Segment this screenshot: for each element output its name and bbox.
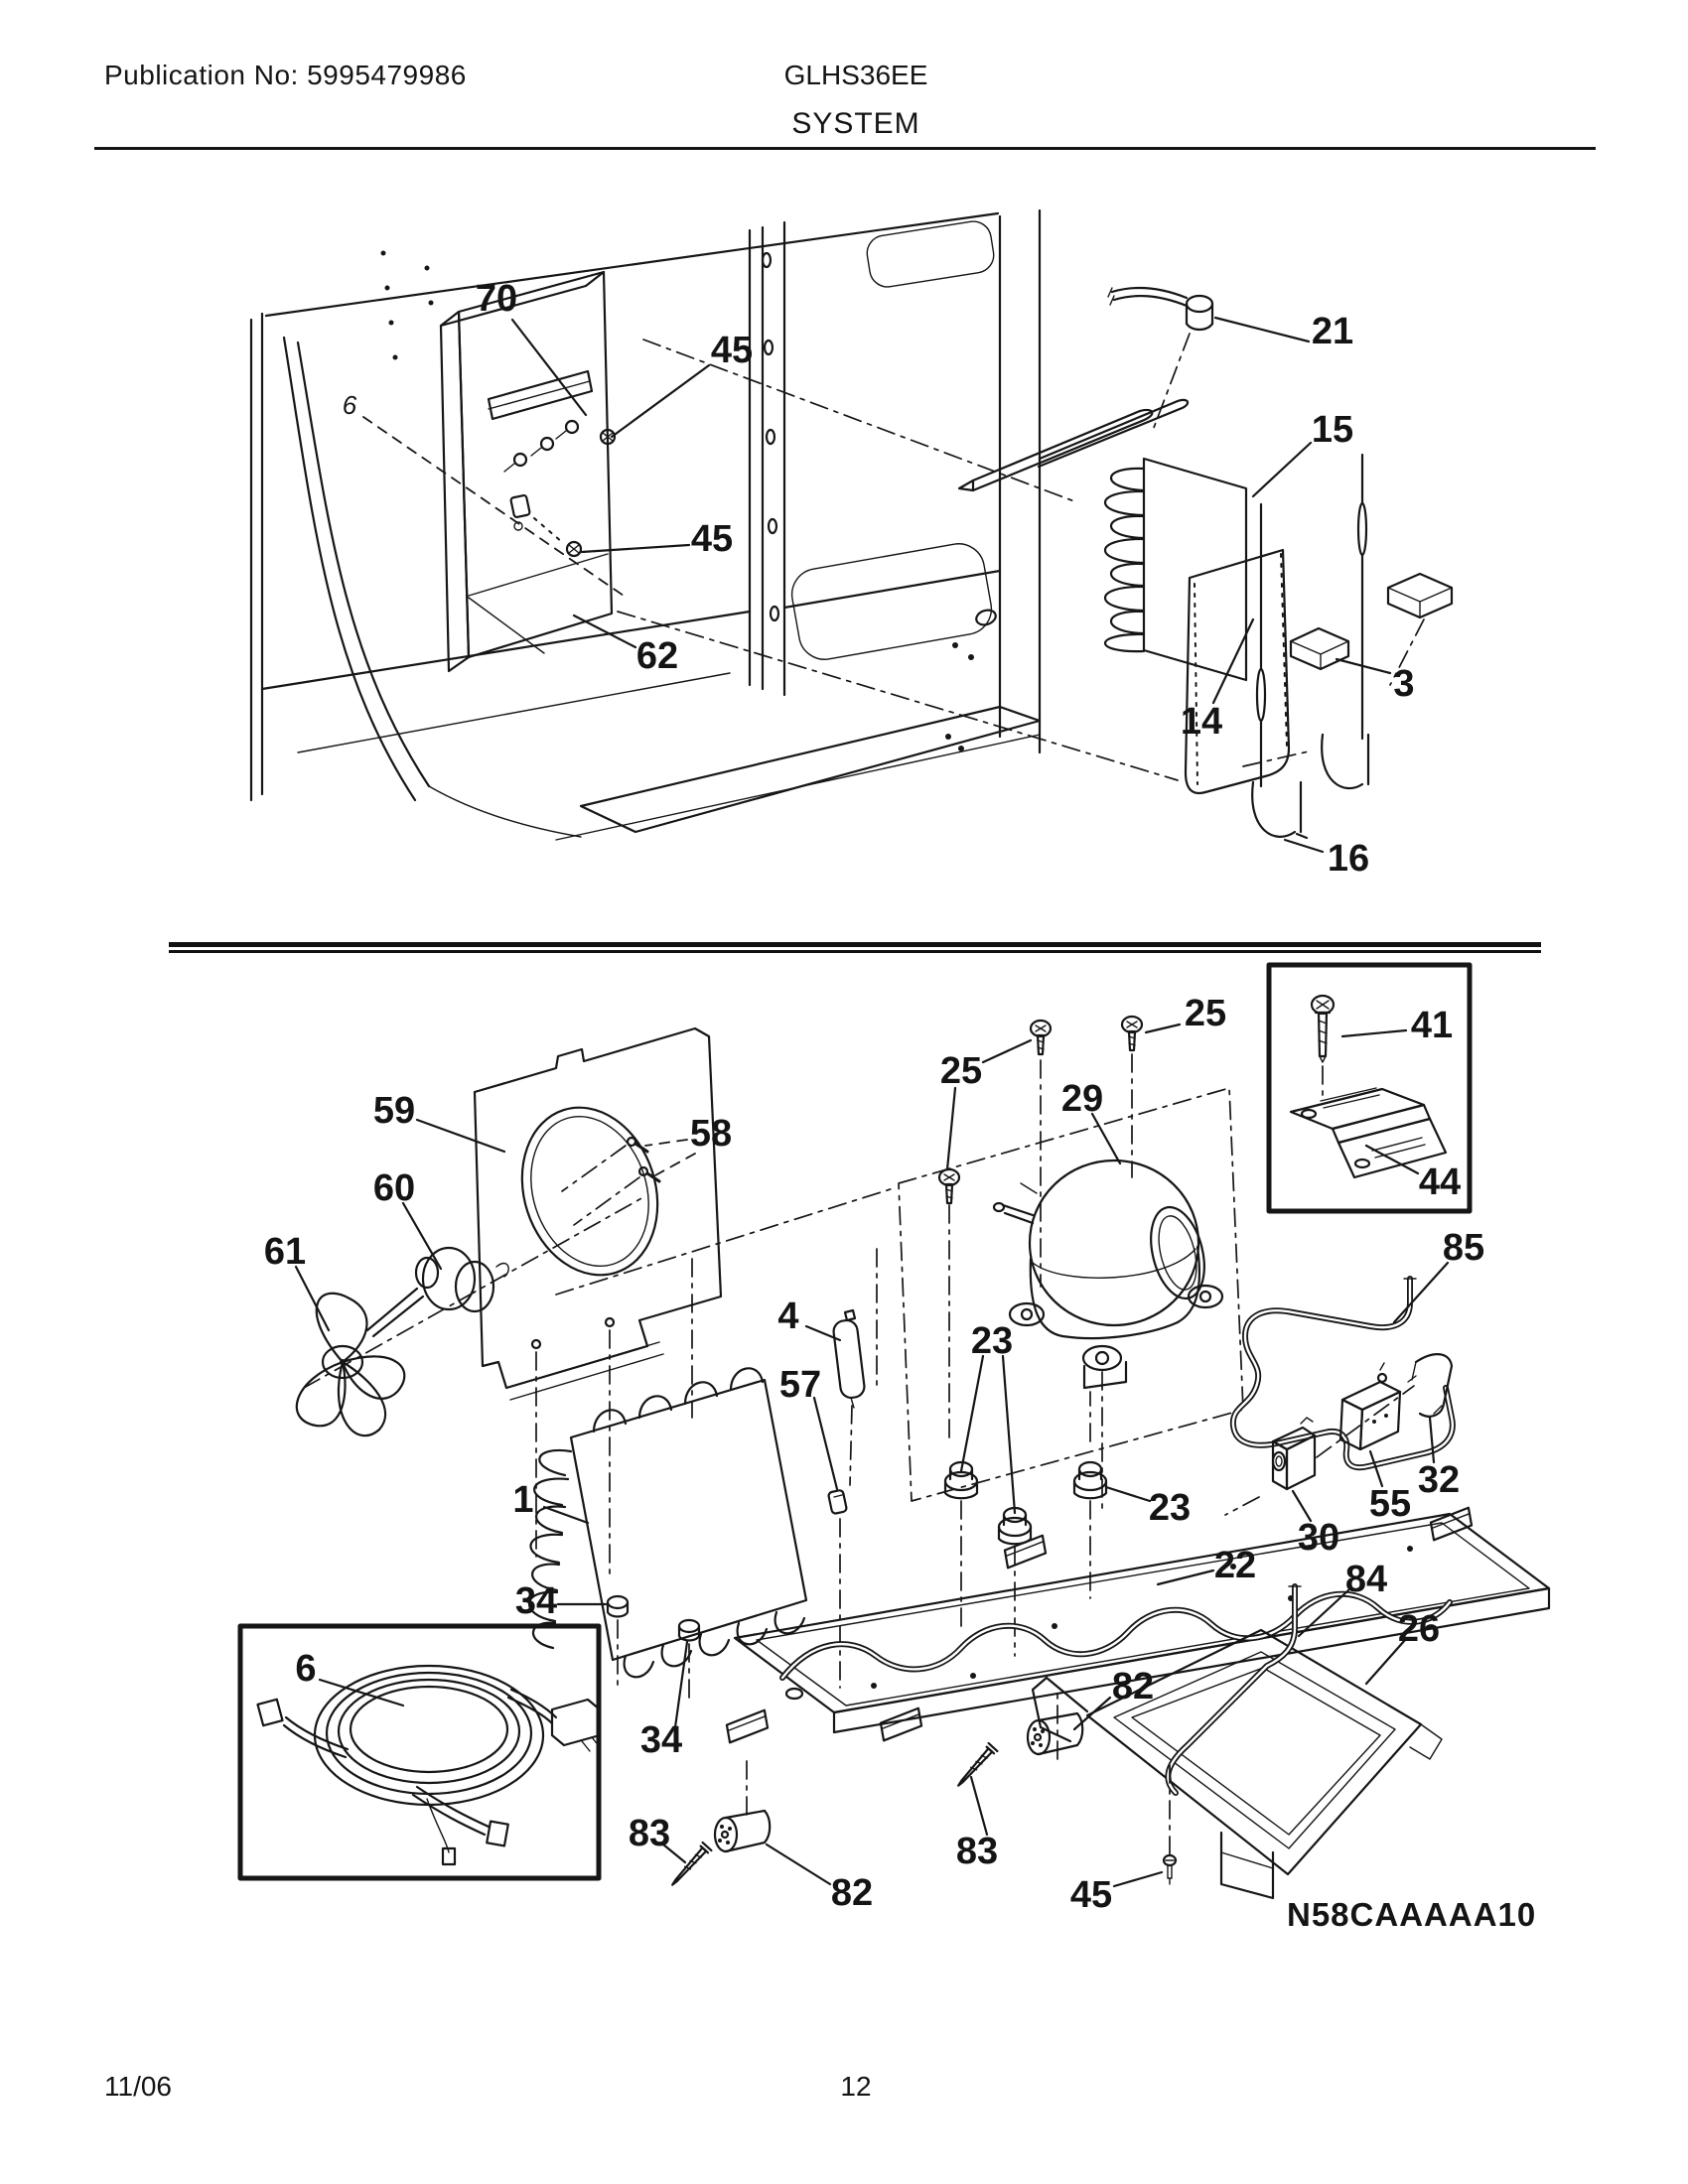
part-callout-14: 14 — [1180, 701, 1223, 743]
footer-page-number: 12 — [840, 2071, 872, 2102]
roller-82 — [715, 1811, 770, 1851]
fan-assembly-drawing — [297, 1028, 721, 1578]
part-callout-23: 23 — [970, 1320, 1014, 1362]
part-callout-29: 29 — [1060, 1078, 1104, 1120]
drain-pan-drawing — [1033, 1586, 1442, 1898]
evaporator-cover-drawing — [441, 272, 615, 671]
model-number: GLHS36EE — [783, 60, 928, 90]
part-callout-70: 70 — [475, 278, 518, 320]
part-callout-34: 34 — [639, 1719, 683, 1761]
leader-line — [1074, 1698, 1110, 1729]
part-callout-34: 34 — [514, 1580, 558, 1622]
part-callout-21: 21 — [1311, 311, 1354, 352]
leader-line — [675, 1642, 687, 1727]
screw-25 — [1031, 1021, 1051, 1054]
leader-line — [512, 320, 586, 415]
defrost-thermostat — [1108, 288, 1212, 330]
pan-bracket — [1004, 1536, 1048, 1569]
screw-45-lower — [567, 542, 581, 556]
part-callout-45: 45 — [710, 330, 754, 371]
part-callout-1: 1 — [512, 1479, 534, 1521]
part-callout-41: 41 — [1410, 1005, 1454, 1046]
page-title: SYSTEM — [791, 107, 920, 140]
evaporator-coil-drawing — [959, 288, 1246, 680]
screw-45-bottom — [1164, 1855, 1176, 1884]
leader-line — [417, 1120, 504, 1152]
screw-83 — [668, 1843, 712, 1889]
part-callout-83: 83 — [955, 1831, 999, 1872]
part-callout-30: 30 — [1297, 1517, 1340, 1559]
leader-line — [296, 1267, 329, 1330]
leader-line — [582, 545, 689, 552]
leader-line — [983, 1040, 1031, 1062]
leader-line — [1158, 1570, 1213, 1584]
leader-line — [1430, 1418, 1434, 1462]
leader-line — [971, 1777, 987, 1835]
part-callout-62: 62 — [635, 635, 679, 677]
pan-bracket — [726, 1710, 770, 1743]
leader-line — [1342, 1030, 1406, 1036]
part-callout-32: 32 — [1417, 1459, 1461, 1501]
screw-25 — [939, 1169, 959, 1203]
part-callout-3: 3 — [1393, 663, 1415, 705]
fan-blade — [297, 1294, 404, 1435]
part-callout-16: 16 — [1327, 838, 1370, 880]
leader-line — [612, 365, 709, 437]
wire-85-drawing — [1233, 1279, 1453, 1467]
part-callout-83: 83 — [628, 1813, 671, 1854]
part-callout-25: 25 — [939, 1050, 983, 1092]
part-callout-22: 22 — [1213, 1545, 1257, 1586]
drier-drawing — [828, 1310, 866, 1688]
part-callout-85: 85 — [1442, 1227, 1485, 1269]
leader-line — [1003, 1356, 1015, 1513]
bracket-screws — [504, 421, 578, 472]
part-callout-6: 6 — [295, 1648, 317, 1690]
part-callout-45: 45 — [690, 518, 734, 560]
leader-line — [655, 1154, 695, 1175]
part-callout-60: 60 — [372, 1167, 416, 1209]
part-callout-61: 61 — [263, 1231, 307, 1273]
leader-line — [1366, 1146, 1418, 1173]
part-callout-82: 82 — [1111, 1666, 1155, 1707]
leader-line — [1114, 1872, 1162, 1886]
leader-line — [1146, 1024, 1180, 1032]
drain-shield-heater-drawing — [1186, 455, 1452, 838]
part-callout-44: 44 — [1418, 1161, 1462, 1203]
screw-25 — [1122, 1017, 1142, 1050]
part-callout-45: 45 — [1069, 1874, 1113, 1916]
part-callout-25: 25 — [1184, 993, 1227, 1034]
leader-line — [645, 1140, 687, 1146]
leader-line — [1370, 1451, 1382, 1486]
inset-box-power-cord — [240, 1626, 600, 1878]
leader-line — [1394, 1263, 1448, 1322]
part-callout-55: 55 — [1368, 1483, 1412, 1525]
part-callout-82: 82 — [830, 1872, 874, 1914]
shroud-screws — [562, 1138, 659, 1225]
leader-line — [767, 1844, 830, 1884]
part-callout-4: 4 — [777, 1296, 799, 1337]
callout-layer — [264, 278, 1484, 1916]
part-callout-15: 15 — [1311, 409, 1354, 451]
part-callout-59: 59 — [372, 1090, 416, 1132]
leader-line — [1285, 840, 1323, 852]
grommet-34 — [608, 1596, 628, 1617]
publication-number: Publication No: 5995479986 — [104, 60, 467, 90]
part-callout-57: 57 — [778, 1364, 822, 1406]
screw-83 — [954, 1743, 998, 1790]
diagram-code: N58CAAAAA10 — [1287, 1896, 1537, 1933]
leader-line — [363, 417, 624, 596]
part-callout-23: 23 — [1148, 1487, 1192, 1529]
leader-line — [1253, 443, 1311, 496]
screw-41 — [1312, 996, 1334, 1062]
part-callout-84: 84 — [1344, 1559, 1388, 1600]
part-callout-26: 26 — [1397, 1608, 1441, 1650]
leader-line — [947, 1088, 955, 1169]
leader-line — [814, 1398, 837, 1489]
fan-motor — [367, 1248, 508, 1336]
part-callout-6: 6 — [342, 390, 357, 420]
part-callout-58: 58 — [689, 1113, 733, 1155]
footer-date: 11/06 — [104, 2071, 172, 2102]
leader-line — [544, 1507, 588, 1523]
leader-line — [961, 1356, 983, 1471]
leader-line — [1215, 318, 1309, 341]
leader-line — [1106, 1487, 1150, 1501]
